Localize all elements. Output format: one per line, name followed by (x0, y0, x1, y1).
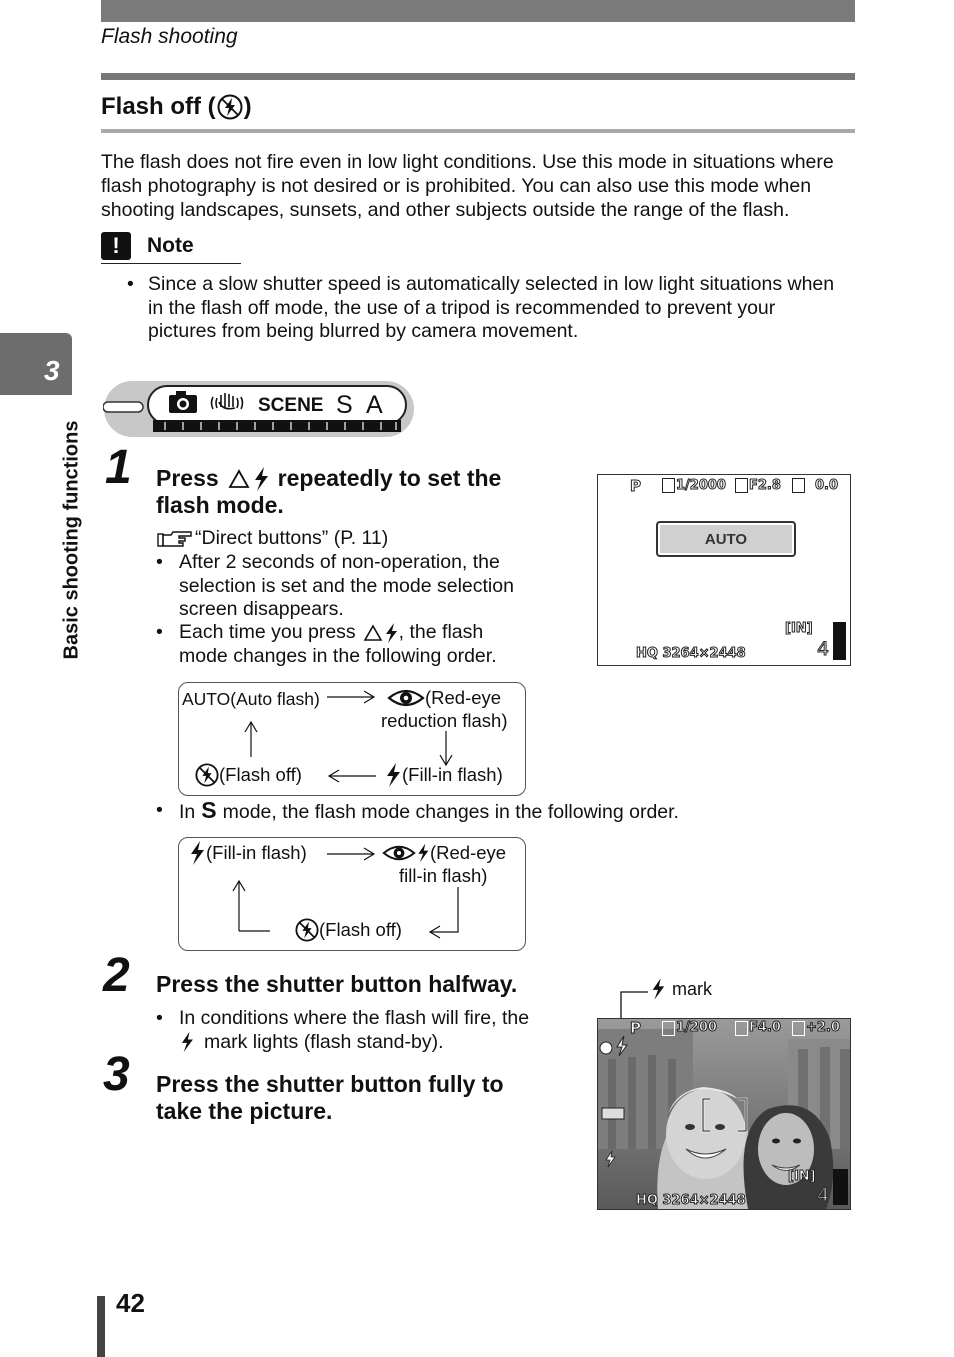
pointing-hand-icon (157, 529, 193, 549)
step-1-bullet-2-dot: • (156, 621, 163, 643)
page-title-text: Flash off ( (101, 93, 216, 120)
af-lamp-icon (600, 1042, 612, 1054)
up-triangle-icon (363, 624, 383, 642)
step-1-bullet-2-line-1 (179, 621, 579, 645)
exclamation-icon: ! (101, 232, 131, 260)
red-eye-icon (387, 687, 425, 709)
cycle2-off-row (295, 918, 402, 942)
step-1-bullet-1-line-3: screen disappears. (179, 598, 344, 620)
lcd1-aperture: F2.8 (749, 478, 781, 493)
lcd1-battery-bar (833, 622, 846, 660)
flash-icon (416, 842, 430, 864)
note-line-3: pictures from being blurred by camera movement. (148, 320, 579, 342)
section-label: Flash shooting (101, 25, 238, 48)
lcd2-ev: +2.0 (806, 1020, 840, 1035)
header-bar (101, 0, 855, 22)
exposure-comp-icon (792, 478, 805, 493)
lcd2-shutter: 1/200 (676, 1020, 717, 1035)
step-1-bullet-3-text-b: mode, the flash mode changes in the following order. (222, 801, 679, 823)
title-rule-bottom (101, 129, 855, 133)
aperture-icon (735, 1021, 748, 1036)
title-rule-top (101, 73, 855, 80)
cycle2-fillin-row (188, 840, 307, 866)
up-arrow-icon (230, 879, 272, 933)
page-title-close: ) (243, 93, 252, 120)
note-heading (101, 229, 241, 264)
step-1-bullet-3-text-a: In (179, 801, 196, 823)
step-1-bullet-2-line-2: mode changes in the following order. (179, 644, 497, 667)
lcd-screen-photo (597, 1018, 851, 1210)
dial-a-label: A (366, 391, 383, 419)
cycle2-redfill-label-1: (Red-eye (430, 842, 507, 863)
step-1-bullet-1 (179, 551, 579, 622)
note-label: Note (147, 234, 194, 257)
flash-off-icon (295, 918, 319, 942)
note-line-1: Since a slow shutter speed is automatically selected in low light situations when (148, 273, 835, 295)
chapter-tab (0, 333, 72, 395)
lcd1-count: 4 (817, 638, 830, 660)
s-mode-icon: S (201, 797, 217, 823)
dial-scene-label: SCENE (258, 395, 324, 416)
shutter-icon (662, 1021, 675, 1036)
lcd1-shutter: 1/2000 (676, 478, 726, 493)
flash-icon (384, 622, 399, 644)
note-line-2: in the flash off mode, the use of a tripod is recommended to prevent your (148, 296, 776, 319)
step-1-bullet-3-dot: • (156, 799, 163, 821)
step-1-number: 1 (105, 441, 132, 494)
lcd2-count: 4 (817, 1184, 830, 1206)
cycle2-fillin-label: (Fill-in flash) (206, 842, 307, 863)
flash-mark-callout (650, 977, 712, 1001)
up-arrow-icon (244, 720, 258, 758)
step-1-reference-text: “Direct buttons” (P. 11) (195, 527, 389, 549)
step-3-title-line-1: Press the shutter button fully to (156, 1071, 504, 1097)
cycle1-fillin-label: (Fill-in flash) (402, 764, 503, 785)
battery-icon (602, 1108, 624, 1119)
flash-off-icon (195, 763, 219, 787)
step-1-title-line-1 (156, 465, 576, 492)
flash-icon (179, 1031, 195, 1053)
chapter-side-label: Basic shooting functions (60, 420, 83, 660)
right-arrow-icon (326, 847, 376, 861)
cycle1-off-row (195, 763, 302, 787)
lcd1-quality: HQ 3264×2448 (636, 646, 746, 661)
cycle1-off-label: (Flash off) (219, 764, 302, 785)
step-1-title-b: repeatedly to set the (277, 465, 502, 491)
step-2-bullet-line-2: mark lights (flash stand-by). (204, 1030, 444, 1053)
step-1-bullet-3 (179, 799, 679, 825)
red-eye-icon (382, 843, 416, 863)
flash-icon (650, 977, 666, 1001)
callout-mark-label: mark (672, 978, 712, 999)
step-1-bullet-2-text-a: Each time you press (179, 621, 356, 643)
step-2-title: Press the shutter button halfway. (156, 971, 518, 997)
exposure-comp-icon (792, 1021, 805, 1036)
lcd-screen-flash-mode (597, 474, 851, 666)
step-1-reference (157, 527, 388, 551)
step-2-number: 2 (103, 949, 130, 1002)
cycle2-off-label: (Flash off) (319, 919, 402, 940)
step-1-title-a: Press (156, 465, 219, 491)
cycle1-auto-label: AUTO(Auto flash) (182, 689, 320, 709)
cycle2-redfill-row (382, 842, 506, 864)
up-triangle-icon (228, 469, 250, 489)
flash-mode-indicator (656, 521, 796, 557)
note-bullet-dot: • (127, 273, 134, 295)
chapter-number: 3 (44, 355, 60, 386)
lcd2-battery-bar (833, 1169, 848, 1205)
page-number: 42 (116, 1288, 145, 1318)
left-arrow-icon (327, 769, 377, 783)
note-bullet (148, 273, 858, 344)
step-1-bullet-1-dot: • (156, 551, 163, 573)
step-2-bullet (179, 1007, 579, 1054)
aperture-icon (735, 478, 748, 493)
left-arrow-icon (427, 887, 461, 939)
lcd1-mode: P (630, 477, 641, 495)
mode-dial (103, 380, 415, 438)
flash-icon (384, 762, 402, 788)
cycle1-redeye-label-1: (Red-eye (425, 687, 502, 708)
step-1-bullet-2-text-b: , the flash (398, 621, 484, 643)
step-2-bullet-dot: • (156, 1007, 163, 1029)
cycle1-redeye-label-2: reduction flash) (381, 710, 508, 731)
flash-icon (188, 840, 206, 866)
cycle1-fillin-row (384, 762, 503, 788)
step-3-title (156, 1071, 576, 1125)
lcd2-storage: [IN] (788, 1169, 816, 1184)
lcd2-quality: HQ 3264×2448 (636, 1193, 746, 1208)
lcd2-aperture: F4.0 (749, 1020, 781, 1035)
step-2-bullet-line-1: In conditions where the flash will fire, the (179, 1007, 530, 1029)
cycle1-redeye-row (387, 687, 501, 709)
step-3-title-line-2: take the picture. (156, 1098, 333, 1124)
flash-icon (252, 466, 270, 492)
step-3-number: 3 (103, 1048, 130, 1101)
lcd1-auto-label: AUTO (704, 530, 748, 548)
page-title (101, 93, 252, 121)
step-1-bullet-2 (179, 621, 579, 668)
page-number-bar (97, 1296, 105, 1357)
lcd1-storage: [IN] (785, 621, 813, 636)
step-1-title-c: flash mode. (156, 492, 284, 518)
step-1-bullet-1-line-1: After 2 seconds of non-operation, the (179, 551, 500, 573)
lcd1-ev: 0.0 (815, 478, 839, 493)
step-2-bullet-line-2-row (179, 1031, 579, 1055)
shutter-icon (662, 478, 675, 493)
dial-s-label: S (336, 391, 353, 419)
lcd2-mode: P (630, 1019, 641, 1037)
intro-paragraph: The flash does not fire even in low light conditions. Use this mode in situations where flash photography is not desired or is prohibited. You can also use this mode when shooting landscapes, sunsets, and other subjects outside the range of the flash. (101, 151, 834, 221)
cycle2-redfill-label-2: fill-in flash) (399, 865, 488, 886)
step-1-bullet-1-line-2: selection is set and the mode selection (179, 574, 514, 597)
step-1-title (156, 465, 576, 519)
flash-off-icon (217, 94, 243, 120)
right-arrow-icon (326, 690, 376, 704)
